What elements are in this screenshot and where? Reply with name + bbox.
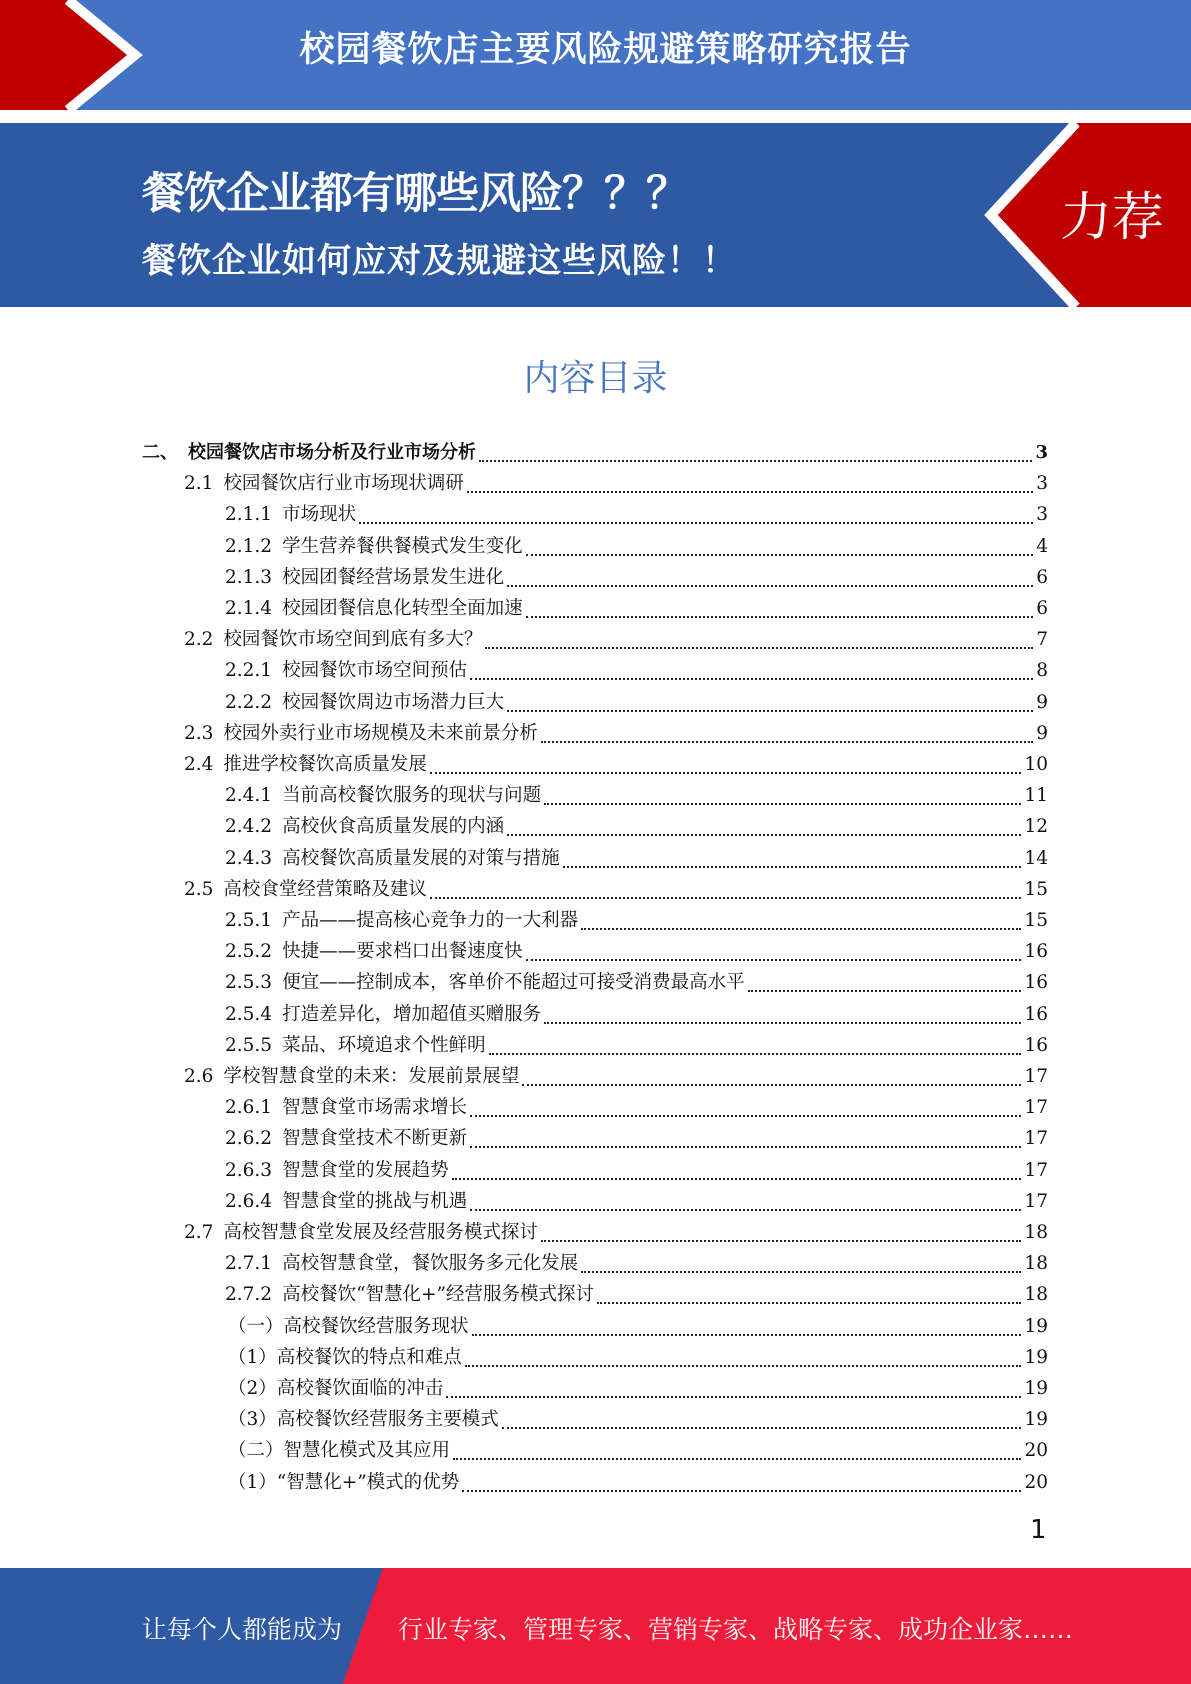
toc-entry-title: 高校食堂经营策略及建议 bbox=[223, 878, 427, 900]
toc-entry-number: 2.2.1 bbox=[225, 660, 273, 682]
toc-entry[interactable] bbox=[225, 1155, 1048, 1186]
toc-leader-dots bbox=[522, 1076, 1021, 1086]
toc-entry-title: （二）智慧化模式及其应用 bbox=[228, 1440, 451, 1462]
toc-leader-dots bbox=[597, 1294, 1021, 1304]
toc-entry-page: 19 bbox=[1024, 1346, 1048, 1368]
toc-entry-page: 4 bbox=[1036, 535, 1048, 557]
toc-leader-dots bbox=[446, 1388, 1021, 1398]
toc-entry-title: 智慧食堂的挑战与机遇 bbox=[282, 1190, 468, 1212]
toc-entry-number: 2.5.5 bbox=[225, 1034, 273, 1056]
footer-slogan-left: 让每个人都能成为 bbox=[142, 1615, 343, 1644]
toc-entry-number: 2.2.2 bbox=[225, 691, 273, 713]
toc-entry-title: 高校智慧食堂，餐饮服务多元化发展 bbox=[282, 1253, 579, 1275]
toc-entry-page: 9 bbox=[1036, 722, 1048, 744]
toc-entry-number: 2.1.4 bbox=[225, 598, 273, 619]
toc-entry-number: 2.6.2 bbox=[225, 1128, 273, 1150]
toc-leader-dots bbox=[462, 1482, 1021, 1492]
toc-entry-page: 3 bbox=[1035, 442, 1048, 463]
toc-leader-dots bbox=[470, 1138, 1021, 1148]
toc-entry-title: 高校餐饮“智慧化+”经营服务模式探讨 bbox=[282, 1284, 594, 1306]
toc-leader-dots bbox=[453, 1450, 1021, 1460]
toc-entry-page: 8 bbox=[1036, 660, 1048, 682]
toc-entry-number: 2.6.1 bbox=[225, 1097, 273, 1119]
toc-entry-title: 校园餐饮周边市场潜力巨大 bbox=[282, 691, 505, 713]
toc-leader-dots bbox=[452, 1170, 1022, 1180]
toc-entry[interactable] bbox=[225, 1123, 1048, 1154]
toc-entry-title: 快捷——要求档口出餐速度快 bbox=[282, 941, 523, 963]
toc-entry-page: 15 bbox=[1024, 878, 1048, 900]
toc-entry[interactable] bbox=[228, 1467, 1048, 1498]
toc-entry-title: 便宜——控制成本，客单价不能超过可接受消费最高水平 bbox=[282, 972, 745, 994]
toc-entry-page: 19 bbox=[1024, 1378, 1048, 1399]
toc-entry-number: 2.5 bbox=[184, 878, 214, 900]
toc-entry-title: 当前高校餐饮服务的现状与问题 bbox=[282, 785, 542, 807]
toc-entry-title: 高校餐饮高质量发展的对策与措施 bbox=[282, 847, 560, 869]
toc-leader-dots bbox=[541, 1232, 1022, 1242]
toc-entry-page: 10 bbox=[1024, 754, 1048, 775]
toc-entry-number: 2.6.4 bbox=[225, 1190, 273, 1212]
toc-entry[interactable] bbox=[225, 1248, 1048, 1279]
toc-entry-page: 16 bbox=[1024, 1034, 1048, 1056]
toc-entry[interactable] bbox=[184, 1061, 1048, 1092]
toc-leader-dots bbox=[526, 546, 1034, 556]
toc-entry-page: 18 bbox=[1024, 1253, 1048, 1275]
toc-entry[interactable] bbox=[225, 562, 1048, 593]
toc-entry-title: 校园餐饮店市场分析及行业市场分析 bbox=[188, 442, 476, 463]
toc-entry-page: 17 bbox=[1024, 1190, 1048, 1212]
toc-leader-dots bbox=[485, 639, 1033, 649]
toc-leader-dots bbox=[581, 920, 1021, 930]
toc-entry-page: 7 bbox=[1036, 629, 1048, 651]
toc-entry-page: 17 bbox=[1024, 1128, 1048, 1150]
toc-entry-number: 2.1.1 bbox=[225, 504, 273, 526]
toc-entry[interactable] bbox=[228, 1342, 1048, 1373]
toc-entry-page: 3 bbox=[1036, 504, 1048, 526]
toc-entry[interactable] bbox=[225, 531, 1048, 562]
toc-entry[interactable] bbox=[228, 1311, 1048, 1342]
headline-risks-answer: 餐饮企业如何应对及规避这些风险！！ bbox=[142, 241, 737, 281]
toc-leader-dots bbox=[470, 1201, 1021, 1211]
toc-leader-dots bbox=[526, 951, 1022, 961]
toc-entry[interactable] bbox=[228, 1404, 1048, 1435]
toc-leader-dots bbox=[472, 1326, 1022, 1336]
toc-entry-title: 高校智慧食堂发展及经营服务模式探讨 bbox=[223, 1222, 538, 1243]
toc-entry-title: 高校伙食高质量发展的内涵 bbox=[282, 816, 505, 838]
toc-entry[interactable] bbox=[184, 749, 1048, 780]
toc-entry[interactable] bbox=[225, 967, 1048, 998]
toc-entry-number: 二、 bbox=[142, 442, 178, 463]
toc-entry[interactable] bbox=[225, 811, 1048, 842]
toc-entry[interactable] bbox=[225, 905, 1048, 936]
toc-entry-number: 2.1.3 bbox=[225, 566, 273, 588]
toc-leader-dots bbox=[526, 608, 1034, 618]
toc-entry-title: 产品——提高核心竞争力的一大利器 bbox=[282, 910, 579, 931]
toc-entry-title: 智慧食堂的发展趋势 bbox=[282, 1159, 449, 1181]
toc-entry-page: 16 bbox=[1024, 1003, 1048, 1025]
toc-entry-page: 14 bbox=[1024, 847, 1048, 869]
toc-leader-dots bbox=[465, 1357, 1022, 1367]
toc-entry-title: 校园餐饮市场空间预估 bbox=[282, 660, 468, 682]
toc-entry-page: 6 bbox=[1036, 566, 1048, 588]
toc-entry[interactable] bbox=[184, 1217, 1048, 1248]
toc-entry[interactable] bbox=[225, 780, 1048, 811]
toc-entry-title: （一）高校餐饮经营服务现状 bbox=[228, 1315, 469, 1337]
toc-entry-number: 2.1 bbox=[184, 473, 214, 495]
toc-entry[interactable] bbox=[184, 874, 1048, 905]
toc-entry-number: 2.4.2 bbox=[225, 816, 273, 838]
toc-entry[interactable] bbox=[225, 1092, 1048, 1123]
toc-entry-page: 19 bbox=[1024, 1315, 1048, 1337]
toc-entry-page: 18 bbox=[1024, 1284, 1048, 1306]
toc-entry-page: 6 bbox=[1036, 598, 1048, 619]
toc-leader-dots bbox=[544, 1014, 1021, 1024]
toc-entry-page: 17 bbox=[1024, 1159, 1048, 1181]
toc-entry-number: 2.7.1 bbox=[225, 1253, 273, 1275]
recommend-badge-text: 力荐 bbox=[1060, 188, 1165, 248]
toc-leader-dots bbox=[544, 795, 1021, 805]
toc-leader-dots bbox=[748, 982, 1022, 992]
toc-entry-number: 2.6.3 bbox=[225, 1159, 273, 1181]
toc-leader-dots bbox=[502, 1419, 1022, 1429]
toc-entry[interactable] bbox=[225, 593, 1048, 624]
toc-leader-dots bbox=[430, 764, 1022, 774]
toc-entry-title: 校园外卖行业市场规模及未来前景分析 bbox=[223, 722, 538, 744]
toc-entry-title: 打造差异化，增加超值买赠服务 bbox=[282, 1003, 542, 1025]
toc-entry[interactable] bbox=[225, 999, 1048, 1030]
toc-entry-number: 2.6 bbox=[184, 1066, 214, 1087]
toc-entry-page: 18 bbox=[1024, 1222, 1048, 1243]
toc-entry-number: 2.4.3 bbox=[225, 847, 273, 869]
toc-leader-dots bbox=[507, 702, 1033, 712]
toc-entry-page: 16 bbox=[1024, 941, 1048, 963]
toc-leader-dots bbox=[541, 733, 1033, 743]
toc-entry[interactable] bbox=[184, 718, 1048, 749]
toc-leader-dots bbox=[359, 514, 1033, 524]
toc-leader-dots bbox=[507, 826, 1021, 836]
toc-entry-page: 20 bbox=[1024, 1471, 1048, 1493]
toc-leader-dots bbox=[479, 452, 1032, 462]
toc-entry-page: 15 bbox=[1024, 910, 1048, 931]
toc-leader-dots bbox=[470, 670, 1033, 680]
toc-leader-dots bbox=[507, 577, 1033, 587]
toc-entry-title: （1）高校餐饮的特点和难点 bbox=[228, 1346, 462, 1368]
toc-entry[interactable] bbox=[225, 936, 1048, 967]
toc-entry-title: 智慧食堂技术不断更新 bbox=[282, 1128, 468, 1150]
toc-entry[interactable] bbox=[225, 655, 1048, 686]
toc-entry-number: 2.7 bbox=[184, 1222, 214, 1243]
toc-leader-dots bbox=[563, 858, 1022, 868]
toc-entry-number: 2.2 bbox=[184, 629, 214, 651]
toc-leader-dots bbox=[470, 1107, 1021, 1117]
toc-entry-title: 市场现状 bbox=[282, 504, 357, 526]
toc-entry-title: 校园餐饮店行业市场现状调研 bbox=[223, 473, 464, 495]
toc-entry-number: 2.5.4 bbox=[225, 1003, 273, 1025]
toc-entry-page: 19 bbox=[1024, 1409, 1048, 1431]
banner-divider bbox=[0, 110, 1191, 123]
toc-leader-dots bbox=[489, 1045, 1022, 1055]
toc-entry[interactable] bbox=[225, 1186, 1048, 1217]
toc-leader-dots bbox=[430, 889, 1022, 899]
toc-entry-page: 17 bbox=[1024, 1097, 1048, 1119]
toc-entry-number: 2.4.1 bbox=[225, 785, 273, 807]
toc-entry[interactable] bbox=[184, 468, 1048, 499]
footer-slogan-right: 行业专家、管理专家、营销专家、战略专家、成功企业家…… bbox=[398, 1615, 1074, 1644]
toc-entry-title: 校园团餐信息化转型全面加速 bbox=[282, 598, 523, 619]
toc-entry-number: 2.5.1 bbox=[225, 910, 273, 931]
toc-entry-number: 2.7.2 bbox=[225, 1284, 273, 1306]
page-number: 1 bbox=[1030, 1515, 1047, 1545]
toc-entry-page: 3 bbox=[1036, 473, 1048, 495]
toc-entry-page: 16 bbox=[1024, 972, 1048, 994]
toc-entry[interactable] bbox=[225, 843, 1048, 874]
toc-entry-title: 推进学校餐饮高质量发展 bbox=[223, 754, 427, 775]
toc-entry-title: 菜品、环境追求个性鲜明 bbox=[282, 1034, 486, 1056]
toc-heading: 内容目录 bbox=[523, 358, 668, 399]
toc-entry-title: 学生营养餐供餐模式发生变化 bbox=[282, 535, 523, 557]
toc-entry-page: 9 bbox=[1036, 691, 1048, 713]
toc-entry[interactable] bbox=[225, 1279, 1048, 1310]
toc-entry-number: 2.5.2 bbox=[225, 941, 273, 963]
toc-entry-title: （2）高校餐饮面临的冲击 bbox=[228, 1378, 444, 1399]
toc-entry[interactable] bbox=[225, 1030, 1048, 1061]
toc-entry-page: 20 bbox=[1024, 1440, 1048, 1462]
toc-entry-title: 校园团餐经营场景发生进化 bbox=[282, 566, 505, 588]
toc-entry-number: 2.4 bbox=[184, 754, 214, 775]
toc-entry-title: 学校智慧食堂的未来：发展前景展望 bbox=[223, 1066, 520, 1087]
toc-entry[interactable] bbox=[142, 437, 1048, 468]
toc-entry-title: 智慧食堂市场需求增长 bbox=[282, 1097, 468, 1119]
toc-entry-number: 2.5.3 bbox=[225, 972, 273, 994]
toc-leader-dots bbox=[581, 1263, 1021, 1273]
toc-entry[interactable] bbox=[225, 499, 1048, 530]
toc-entry-title: （3）高校餐饮经营服务主要模式 bbox=[228, 1409, 499, 1431]
toc-entry[interactable] bbox=[184, 624, 1048, 655]
toc-entry-page: 12 bbox=[1024, 816, 1048, 838]
toc-entry-title: （1）“智慧化+”模式的优势 bbox=[228, 1471, 460, 1493]
toc-entry[interactable] bbox=[225, 687, 1048, 718]
headline-risks-question: 餐饮企业都有哪些风险？？？ bbox=[142, 169, 688, 219]
toc-entry[interactable] bbox=[228, 1373, 1048, 1404]
toc-entry-page: 11 bbox=[1024, 785, 1048, 807]
report-title: 校园餐饮店主要风险规避策略研究报告 bbox=[299, 30, 912, 70]
toc-leader-dots bbox=[467, 483, 1033, 493]
toc-entry[interactable] bbox=[228, 1435, 1048, 1466]
toc-entry-title: 校园餐饮市场空间到底有多大？ bbox=[223, 629, 483, 651]
toc-entry-page: 17 bbox=[1024, 1066, 1048, 1087]
toc-entry-number: 2.1.2 bbox=[225, 535, 273, 557]
toc-entry-number: 2.3 bbox=[184, 722, 214, 744]
